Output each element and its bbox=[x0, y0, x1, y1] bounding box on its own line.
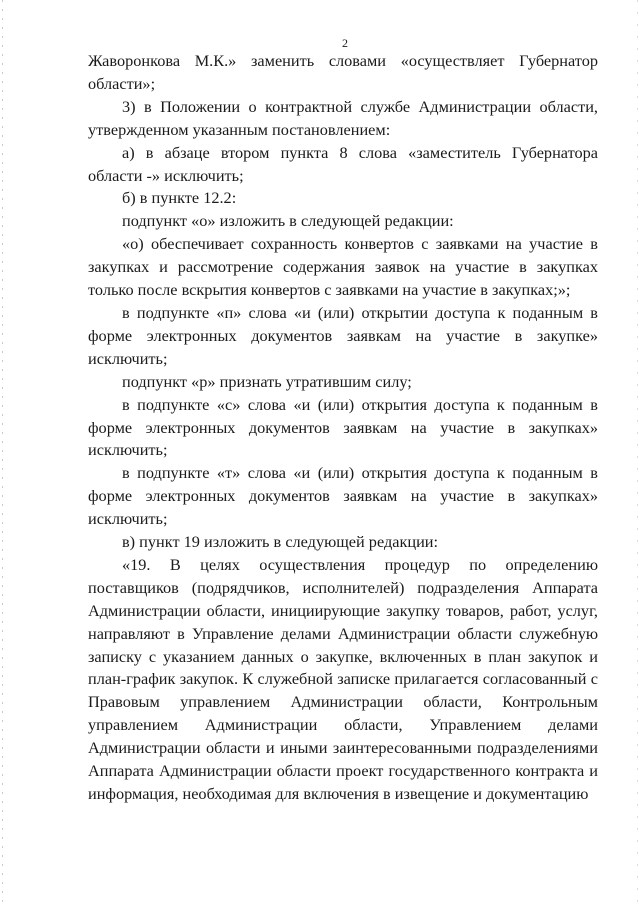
paragraph-12: «19. В целях осуществления процедур по определению поставщиков (подрядчиков, исполнителей) подразделения Аппарата Администрации области, инициирующие закупку товаров, работ, услуг, направляют в Управление делами Администрации области служебную записку с указанием данных о закупке, включенных в план закупок и план-график закупок. К служебной записке прилагается согласованный с Правовым управлением Администрации области, Контрольным управлением Администрации области, Управлением делами Администрации области и иными заинтересованными подразделениями Аппарата Администрации области проект государственного контракта и информация, необходимая для включения в извещение и документацию bbox=[88, 554, 598, 803]
paragraph-5: подпункт «о» изложить в следующей редакции: bbox=[122, 211, 454, 231]
paragraph-10: в подпункте «т» слова «и (или) открытия доступа к поданным в форме электронных документов заявкам на участие в закупках» исключить; bbox=[88, 463, 598, 529]
scan-edge-left bbox=[2, 0, 3, 905]
paragraph-6: «о) обеспечивает сохранность конвертов с заявками на участие в закупках и рассмотрение содержания заявок на участие в закупках только после вскрытия конвертов с заявками на участие в закупках;»; bbox=[88, 234, 598, 300]
paragraph-11: в) пункт 19 изложить в следующей редакции: bbox=[122, 532, 439, 552]
document-body bbox=[88, 50, 598, 806]
scan-edge-right bbox=[637, 0, 638, 905]
paragraph-4: б) в пункте 12.2: bbox=[122, 188, 237, 208]
paragraph-3: а) в абзаце втором пункта 8 слова «заместитель Губернатора области -» исключить; bbox=[88, 142, 598, 185]
paragraph-9: в подпункте «с» слова «и (или) открытия доступа к поданным в форме электронных документов заявкам на участие в закупках» исключить; bbox=[88, 394, 598, 460]
paragraph-8: подпункт «р» признать утратившим силу; bbox=[122, 371, 412, 391]
paragraph-2: 3) в Положении о контрактной службе Администрации области, утвержденном указанным постановлением: bbox=[88, 96, 598, 139]
paragraph-1: Жаворонкова М.К.» заменить словами «осуществляет Губернатор области»; bbox=[88, 51, 598, 93]
page-number: 2 bbox=[342, 36, 348, 50]
paragraph-7: в подпункте «п» слова «и (или) открытии доступа к поданным в форме электронных документов заявкам на участие в закупке» исключить; bbox=[88, 302, 598, 368]
